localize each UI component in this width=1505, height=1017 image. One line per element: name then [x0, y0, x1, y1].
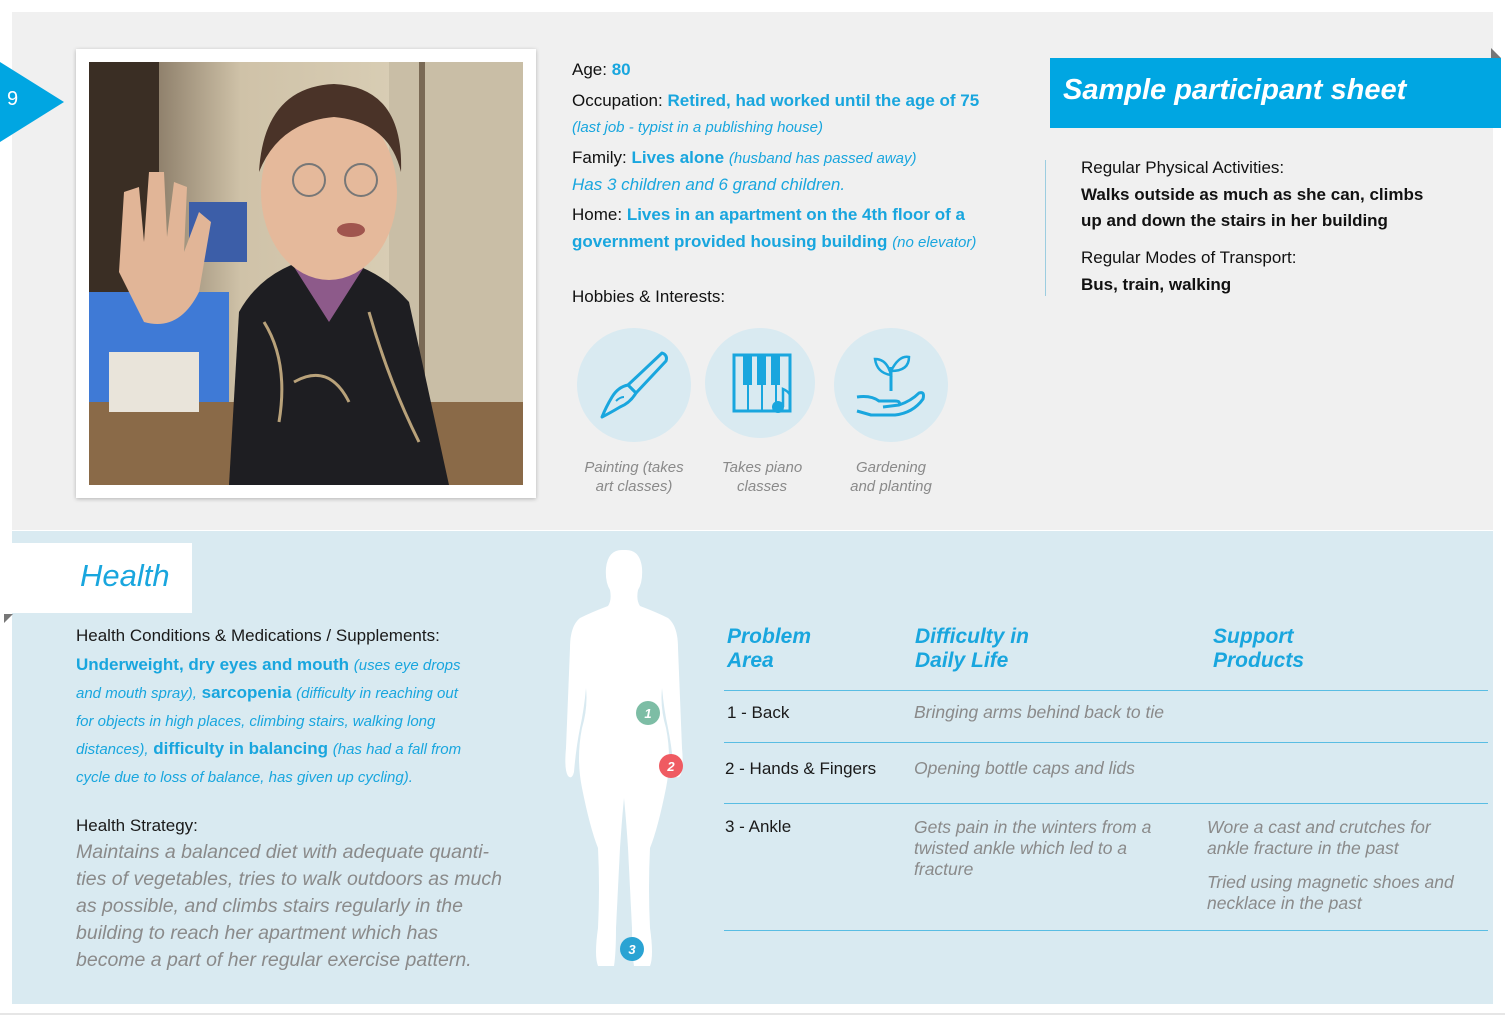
header-line: Area	[727, 649, 774, 672]
caption-line: classes	[736, 478, 788, 495]
condition-3-note: (has had a fall from	[332, 741, 462, 758]
paintbrush-icon	[594, 345, 674, 425]
participant-photo-image	[89, 62, 523, 485]
hobbies-label: Hobbies & Interests:	[572, 287, 726, 306]
banner-title: Sample participant sheet	[1063, 74, 1407, 106]
row-3-difficulty	[914, 817, 1151, 880]
occupation-value: Retired, had worked until the age of 75	[667, 91, 980, 110]
banner-fold	[1491, 48, 1501, 58]
row-3-support-b	[1207, 872, 1454, 914]
caption-line: Gardening	[855, 459, 927, 476]
condition-1-note: (uses eye drops	[353, 657, 461, 674]
transport-label: Regular Modes of Transport:	[1081, 248, 1297, 267]
family-row	[572, 144, 916, 172]
header-line: Problem	[727, 625, 812, 648]
support-line: necklace in the past	[1207, 893, 1362, 913]
sample-sheet-banner	[1050, 58, 1501, 128]
marker-1-label: 1	[644, 706, 652, 721]
strategy-line: as possible, and climbs stairs regularly in the	[76, 895, 463, 917]
family-children: Has 3 children and 6 grand children.	[572, 175, 846, 194]
transport-value: Bus, train, walking	[1081, 275, 1232, 294]
strategy-line: become a part of her regular exercise pattern.	[76, 949, 472, 971]
age-label: Age:	[572, 60, 607, 79]
plant-in-hand-icon	[851, 345, 931, 425]
condition-2: sarcopenia	[201, 683, 292, 702]
support-line: Wore a cast and crutches for	[1207, 817, 1431, 837]
strategy-line: ties of vegetables, tries to walk outdoors as much	[76, 868, 502, 890]
support-line: Tried using magnetic shoes and	[1207, 872, 1454, 892]
difficulty-line: twisted ankle which led to a	[914, 838, 1128, 858]
support-line: ankle fracture in the past	[1207, 838, 1399, 858]
marker-3-label: 3	[628, 942, 636, 957]
row-3-support-a	[1207, 817, 1431, 859]
header-difficulty	[915, 625, 1029, 673]
home-label: Home:	[572, 205, 623, 224]
caption-line: Takes piano	[721, 459, 803, 476]
header-line: Support	[1213, 625, 1294, 648]
hobby-gardening-caption	[814, 458, 968, 496]
condition-2-note: (difficulty in reaching out	[296, 685, 458, 702]
age-row	[572, 56, 631, 83]
health-title: Health	[80, 558, 170, 593]
header-support	[1213, 625, 1304, 673]
table-row-rule	[724, 803, 1488, 804]
physical-activities-line2: up and down the stairs in her building	[1081, 211, 1388, 230]
physical-activities-line1: Walks outside as much as she can, climbs	[1081, 185, 1424, 204]
column-divider	[1045, 160, 1046, 296]
row-2-difficulty: Opening bottle caps and lids	[914, 758, 1135, 778]
header-line: Difficulty in	[915, 625, 1029, 648]
table-header-rule	[724, 690, 1488, 691]
health-tab-fold	[4, 614, 13, 623]
home-row-2	[572, 228, 976, 256]
row-1-area: 1 - Back	[727, 703, 790, 722]
marker-2-label: 2	[667, 759, 675, 774]
health-strategy-label: Health Strategy:	[76, 816, 198, 835]
header-line: Daily Life	[915, 649, 1009, 672]
difficulty-line: fracture	[914, 859, 974, 879]
bottom-divider	[0, 1013, 1505, 1015]
row-3-area: 3 - Ankle	[725, 817, 792, 836]
age-value: 80	[611, 60, 631, 79]
piano-icon	[722, 345, 802, 425]
caption-line: and planting	[850, 478, 932, 495]
row-1-difficulty: Bringing arms behind back to tie	[914, 702, 1164, 722]
strategy-line: building to reach her apartment which has	[76, 922, 439, 944]
participant-photo	[76, 49, 536, 498]
marker-3	[620, 937, 644, 961]
condition-2-note-3: distances),	[76, 741, 149, 758]
condition-3-note-2: cycle due to loss of balance, has given up cycling).	[76, 769, 413, 786]
hobby-gardening	[834, 328, 948, 495]
health-tab	[0, 543, 192, 613]
caption-line: Painting (takes	[584, 459, 684, 476]
header-problem-area	[727, 625, 811, 673]
home-value-line2: government provided housing building	[572, 232, 888, 251]
occupation-note: (last job - typist in a publishing house)	[572, 119, 823, 136]
header-line: Products	[1213, 649, 1305, 672]
physical-activities-label: Regular Physical Activities:	[1081, 158, 1285, 177]
home-row	[572, 201, 965, 228]
condition-1: Underweight, dry eyes and mouth	[76, 655, 349, 674]
difficulty-line: Gets pain in the winters from a	[914, 817, 1152, 837]
page-number: 9	[7, 88, 19, 110]
row-2-area: 2 - Hands & Fingers	[725, 759, 877, 778]
marker-1	[636, 701, 660, 725]
table-row-rule	[724, 742, 1488, 743]
caption-line: art classes)	[595, 478, 673, 495]
health-conditions	[76, 622, 526, 791]
family-note: (husband has passed away)	[728, 150, 917, 167]
body-figure	[560, 548, 690, 973]
home-value-line1: Lives in an apartment on the 4th floor of a	[626, 205, 965, 224]
health-strategy	[76, 812, 536, 974]
family-label: Family:	[572, 148, 627, 167]
strategy-line: Maintains a balanced diet with adequate quanti-	[76, 841, 490, 863]
family-value: Lives alone	[631, 148, 725, 167]
condition-2-note-2: for objects in high places, climbing stairs, walking long	[76, 713, 436, 730]
occupation-row	[572, 87, 979, 114]
hobby-piano	[705, 328, 819, 495]
health-conditions-label: Health Conditions & Medications / Supplements:	[76, 626, 440, 645]
hobby-painting	[577, 328, 691, 495]
marker-2	[659, 754, 683, 778]
table-bottom-rule	[724, 930, 1488, 931]
occupation-label: Occupation:	[572, 91, 663, 110]
condition-3: difficulty in balancing	[153, 739, 329, 758]
condition-1-note-2: and mouth spray),	[76, 685, 197, 702]
home-note: (no elevator)	[892, 234, 977, 251]
